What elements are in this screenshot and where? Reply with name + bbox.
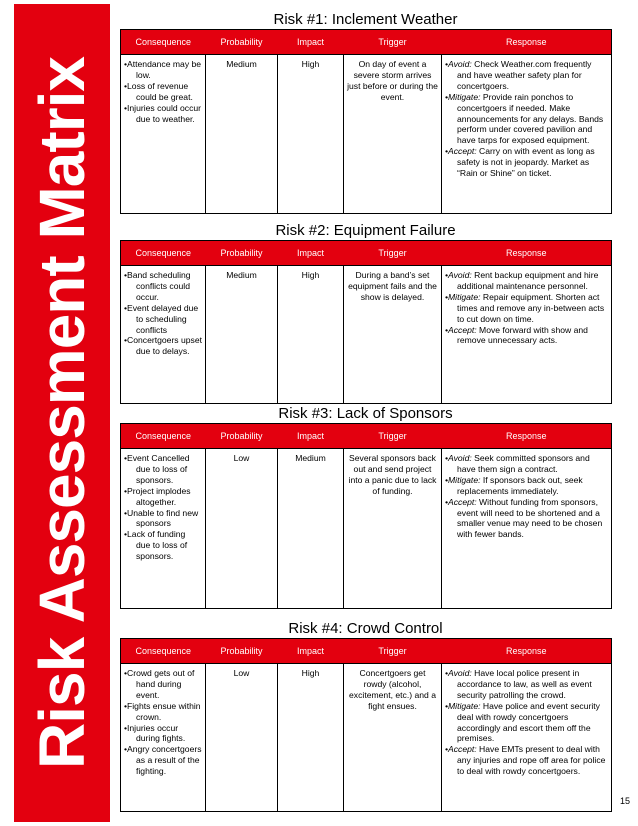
response-label: •Accept: [445, 146, 477, 157]
response-label: •Accept: [445, 496, 477, 507]
table-row [121, 664, 612, 812]
col-response: Response [442, 639, 612, 664]
col-consequence: Consequence [121, 30, 206, 55]
risk-section [120, 222, 611, 404]
response-cell [442, 55, 612, 214]
consequence-item: •Loss of revenue could be great. [124, 80, 193, 102]
header-row [121, 424, 612, 449]
response-item [445, 701, 608, 745]
response-item [445, 270, 608, 292]
consequence-item: •Injuries could occur due to weather. [124, 102, 202, 124]
col-trigger: Trigger [344, 424, 442, 449]
response-text: Check Weather.com frequently and have weather safety plan for concertgoers. [457, 59, 592, 91]
header-row [121, 639, 612, 664]
response-text: Have police and event security deal with rowdy concertgoers accordingly and escort them off the premises. [457, 700, 600, 744]
risk-section [120, 620, 611, 812]
consequence-item: •Concertgoers upset due to delays. [124, 335, 203, 357]
trigger-cell: Concertgoers get rowdy (alcohol, excitement, etc.) and a fight ensues. [344, 664, 442, 812]
col-impact: Impact [278, 241, 344, 266]
risk-section [120, 405, 611, 609]
response-label: •Mitigate: [445, 474, 481, 485]
risk-table [120, 423, 612, 609]
response-label: •Mitigate: [445, 700, 481, 711]
response-label: •Accept: [445, 744, 477, 755]
consequence-item: •Angry concertgoers as a result of the fighting. [124, 744, 202, 777]
col-probability: Probability [206, 241, 278, 266]
col-impact: Impact [278, 424, 344, 449]
response-text: Without funding from sponsors, event will need to be shortened and a smaller venue may need to be chosen with fewer bands. [457, 496, 603, 540]
sidebar-banner [14, 4, 110, 822]
consequence-cell [121, 55, 206, 214]
response-label: •Avoid: [445, 270, 472, 280]
col-trigger: Trigger [344, 241, 442, 266]
response-item [445, 146, 608, 179]
response-item [445, 453, 608, 475]
consequence-cell [121, 664, 206, 812]
response-label: •Avoid: [445, 453, 472, 463]
probability-cell: Low [206, 449, 278, 609]
col-response: Response [442, 30, 612, 55]
col-consequence: Consequence [121, 241, 206, 266]
response-item [445, 744, 608, 777]
impact-cell: High [278, 266, 344, 404]
response-label: •Avoid: [445, 59, 472, 69]
consequence-item: •Crowd gets out of hand during event. [124, 668, 195, 700]
consequence-cell [121, 449, 206, 609]
impact-cell: Medium [278, 449, 344, 609]
response-item [445, 475, 608, 497]
consequence-item: •Event delayed due to scheduling conflicts [124, 302, 199, 335]
response-text: Seek committed sponsors and have them sign a contract. [457, 453, 590, 474]
response-text: Carry on with event as long as safety is not in jeopardy. Market as “Rain or Shine” on ticket. [457, 146, 595, 179]
response-text: Have EMTs present to deal with any injuries and rope off area for police to deal with rowdy concertgoers. [457, 744, 606, 777]
impact-cell: High [278, 55, 344, 214]
response-item [445, 668, 608, 701]
response-cell [442, 664, 612, 812]
trigger-cell: On day of event a severe storm arrives just before or during the event. [344, 55, 442, 214]
response-text: Move forward with show and remove unnecessary acts. [457, 324, 588, 346]
risk-title: Risk #4: Crowd Control [288, 620, 443, 637]
consequence-item: •Attendance may be low. [124, 59, 202, 80]
consequence-item: •Unable to find new sponsors [124, 507, 199, 529]
trigger-cell: Several sponsors back out and send project into a panic due to lack of funding. [344, 449, 442, 609]
response-label: •Mitigate: [445, 91, 481, 102]
response-text: If sponsors back out, seek replacements immediately. [457, 474, 583, 496]
header-row [121, 241, 612, 266]
consequence-item: •Event Cancelled due to loss of sponsors. [124, 453, 190, 485]
consequence-item: •Injuries occur during fights. [124, 722, 186, 744]
col-impact: Impact [278, 639, 344, 664]
col-probability: Probability [206, 424, 278, 449]
col-impact: Impact [278, 30, 344, 55]
col-trigger: Trigger [344, 639, 442, 664]
table-row [121, 55, 612, 214]
col-consequence: Consequence [121, 424, 206, 449]
risk-table [120, 638, 612, 812]
response-label: •Mitigate: [445, 291, 481, 302]
col-response: Response [442, 424, 612, 449]
col-probability: Probability [206, 30, 278, 55]
probability-cell: Medium [206, 266, 278, 404]
consequence-item: •Band scheduling conflicts could occur. [124, 270, 191, 302]
response-cell [442, 266, 612, 404]
consequence-item: •Lack of funding due to loss of sponsors. [124, 529, 188, 562]
trigger-cell: During a band’s set equipment fails and the show is delayed. [344, 266, 442, 404]
response-text: Repair equipment. Shorten act times and remove any in-between acts to cut down on time. [457, 291, 605, 324]
response-item [445, 292, 608, 325]
risk-table [120, 29, 612, 214]
consequence-cell [121, 266, 206, 404]
probability-cell: Low [206, 664, 278, 812]
response-item [445, 59, 608, 92]
risk-table [120, 240, 612, 404]
page-number: 15 [619, 796, 630, 806]
consequence-item: •Fights ensue within crown. [124, 700, 201, 722]
response-text: Rent backup equipment and hire additional maintenance personnel. [457, 270, 599, 291]
header-row [121, 30, 612, 55]
response-text: Have local police present in accordance to law, as well as event security patrolling the crowd. [457, 668, 592, 700]
col-response: Response [442, 241, 612, 266]
risk-section [120, 11, 611, 214]
col-probability: Probability [206, 639, 278, 664]
response-item [445, 325, 608, 347]
response-item [445, 497, 608, 541]
response-label: •Avoid: [445, 668, 472, 678]
col-trigger: Trigger [344, 30, 442, 55]
table-row [121, 449, 612, 609]
table-row [121, 266, 612, 404]
risk-title: Risk #2: Equipment Failure [275, 222, 456, 239]
risk-title: Risk #1: Inclement Weather [273, 11, 458, 28]
response-item [445, 92, 608, 147]
probability-cell: Medium [206, 55, 278, 214]
response-text: Provide rain ponchos to concertgoers if needed. Make announcements for any delays. Bands perform under covered pavilion and have tarps for exposed equipment. [457, 91, 604, 146]
response-cell [442, 449, 612, 609]
impact-cell: High [278, 664, 344, 812]
response-label: •Accept: [445, 324, 477, 335]
consequence-item: •Project implodes altogether. [124, 485, 191, 507]
risk-title: Risk #3: Lack of Sponsors [278, 405, 453, 422]
col-consequence: Consequence [121, 639, 206, 664]
document-title: Risk Assessment Matrix [26, 57, 98, 769]
